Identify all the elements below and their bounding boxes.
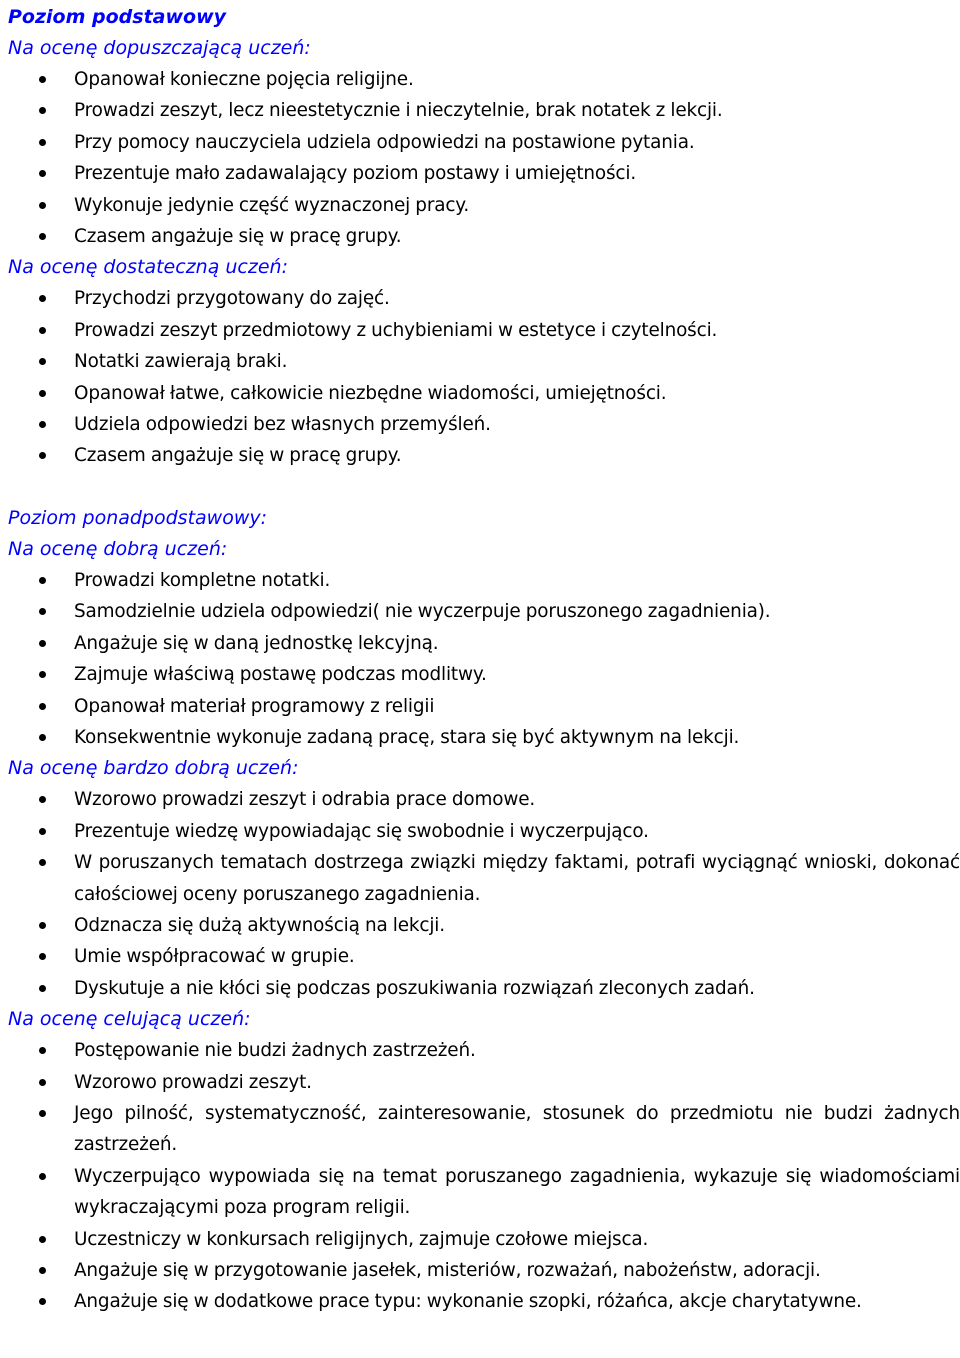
- bullet-icon: [39, 139, 46, 146]
- bullet-icon: [39, 828, 46, 835]
- bullet-icon: [39, 1173, 46, 1180]
- list-item: Postępowanie nie budzi żadnych zastrzeżeń.: [8, 1035, 960, 1066]
- list-item: Udziela odpowiedzi bez własnych przemyśleń.: [8, 409, 960, 440]
- grade-title-celujaca: Na ocenę celującą uczeń:: [8, 1008, 251, 1031]
- list-item: Przychodzi przygotowany do zajęć.: [8, 283, 960, 314]
- grade-title-dobra: Na ocenę dobrą uczeń:: [8, 537, 228, 560]
- grade-list-dopuszczajaca: [8, 64, 960, 252]
- list-item: Opanował łatwe, całkowicie niezbędne wiadomości, umiejętności.: [8, 378, 960, 409]
- bullet-icon: [39, 295, 46, 302]
- list-item: Zajmuje właściwą postawę podczas modlitwy.: [8, 659, 960, 690]
- bullet-icon: [39, 202, 46, 209]
- list-item: Prowadzi zeszyt, lecz nieestetycznie i nieczytelnie, brak notatek z lekcji.: [8, 95, 960, 126]
- list-item: Prezentuje wiedzę wypowiadając się swobodnie i wyczerpująco.: [8, 816, 960, 847]
- grade-list-celujaca: [8, 1035, 960, 1318]
- bullet-icon: [39, 1267, 46, 1274]
- level-title-advanced: Poziom ponadpodstawowy:: [8, 506, 268, 529]
- bullet-icon: [39, 421, 46, 428]
- bullet-icon: [39, 577, 46, 584]
- bullet-icon: [39, 671, 46, 678]
- list-item: Samodzielnie udziela odpowiedzi( nie wyczerpuje poruszonego zagadnienia).: [8, 596, 960, 627]
- bullet-icon: [39, 1110, 46, 1117]
- list-item: Uczestniczy w konkursach religijnych, zajmuje czołowe miejsca.: [8, 1224, 960, 1255]
- grade-title-bardzo-dobra: Na ocenę bardzo dobrą uczeń:: [8, 757, 299, 780]
- bullet-icon: [39, 358, 46, 365]
- grade-list-dobra: [8, 565, 960, 753]
- list-item: Prowadzi zeszyt przedmiotowy z uchybieniami w estetyce i czytelności.: [8, 315, 960, 346]
- grade-title-dostateczna: Na ocenę dostateczną uczeń:: [8, 256, 288, 279]
- list-item: Jego pilność, systematyczność, zainteresowanie, stosunek do przedmiotu nie budzi żadnych zastrzeżeń.: [8, 1098, 960, 1161]
- bullet-icon: [39, 233, 46, 240]
- list-item: Przy pomocy nauczyciela udziela odpowiedzi na postawione pytania.: [8, 127, 960, 158]
- list-item: W poruszanych tematach dostrzega związki między faktami, potrafi wyciągnąć wnioski, dokonać całościowej oceny poruszanego zagadnienia.: [8, 847, 960, 910]
- list-item: Dyskutuje a nie kłóci się podczas poszukiwania rozwiązań zleconych zadań.: [8, 973, 960, 1004]
- grade-list-bardzo-dobra: [8, 784, 960, 1004]
- bullet-icon: [39, 1079, 46, 1086]
- list-item: Wyczerpująco wypowiada się na temat poruszanego zagadnienia, wykazuje się wiadomościami wykraczającymi poza program religii.: [8, 1161, 960, 1224]
- list-item: Notatki zawierają braki.: [8, 346, 960, 377]
- bullet-icon: [39, 796, 46, 803]
- bullet-icon: [39, 327, 46, 334]
- list-item: Wzorowo prowadzi zeszyt i odrabia prace domowe.: [8, 784, 960, 815]
- bullet-icon: [39, 922, 46, 929]
- list-item: Opanował konieczne pojęcia religijne.: [8, 64, 960, 95]
- bullet-icon: [39, 608, 46, 615]
- document-page: [8, 2, 960, 1318]
- bullet-icon: [39, 1298, 46, 1305]
- list-item: Konsekwentnie wykonuje zadaną pracę, stara się być aktywnym na lekcji.: [8, 722, 960, 753]
- bullet-icon: [39, 953, 46, 960]
- list-item: Wzorowo prowadzi zeszyt.: [8, 1067, 960, 1098]
- bullet-icon: [39, 985, 46, 992]
- bullet-icon: [39, 170, 46, 177]
- bullet-icon: [39, 640, 46, 647]
- bullet-icon: [39, 1236, 46, 1243]
- level-title-basic: Poziom podstawowy: [8, 6, 227, 28]
- grade-list-dostateczna: [8, 283, 960, 471]
- bullet-icon: [39, 703, 46, 710]
- grade-title-dopuszczajaca: Na ocenę dopuszczającą uczeń:: [8, 37, 311, 59]
- list-item: Opanował materiał programowy z religii: [8, 691, 960, 722]
- section-spacer: [8, 472, 960, 503]
- list-item: Wykonuje jedynie część wyznaczonej pracy.: [8, 190, 960, 221]
- list-item: Umie współpracować w grupie.: [8, 941, 960, 972]
- bullet-icon: [39, 107, 46, 114]
- list-item: Prowadzi kompletne notatki.: [8, 565, 960, 596]
- list-item: Czasem angażuje się w pracę grupy.: [8, 440, 960, 471]
- bullet-icon: [39, 452, 46, 459]
- bullet-icon: [39, 734, 46, 741]
- list-item: Odznacza się dużą aktywnością na lekcji.: [8, 910, 960, 941]
- bullet-icon: [39, 390, 46, 397]
- bullet-icon: [39, 76, 46, 83]
- list-item: Angażuje się w dodatkowe prace typu: wykonanie szopki, różańca, akcje charytatywne.: [8, 1286, 960, 1317]
- bullet-icon: [39, 859, 46, 866]
- bullet-icon: [39, 1047, 46, 1054]
- list-item: Angażuje się w daną jednostkę lekcyjną.: [8, 628, 960, 659]
- list-item: Czasem angażuje się w pracę grupy.: [8, 221, 960, 252]
- list-item: Prezentuje mało zadawalający poziom postawy i umiejętności.: [8, 158, 960, 189]
- list-item: Angażuje się w przygotowanie jasełek, misteriów, rozważań, nabożeństw, adoracji.: [8, 1255, 960, 1286]
